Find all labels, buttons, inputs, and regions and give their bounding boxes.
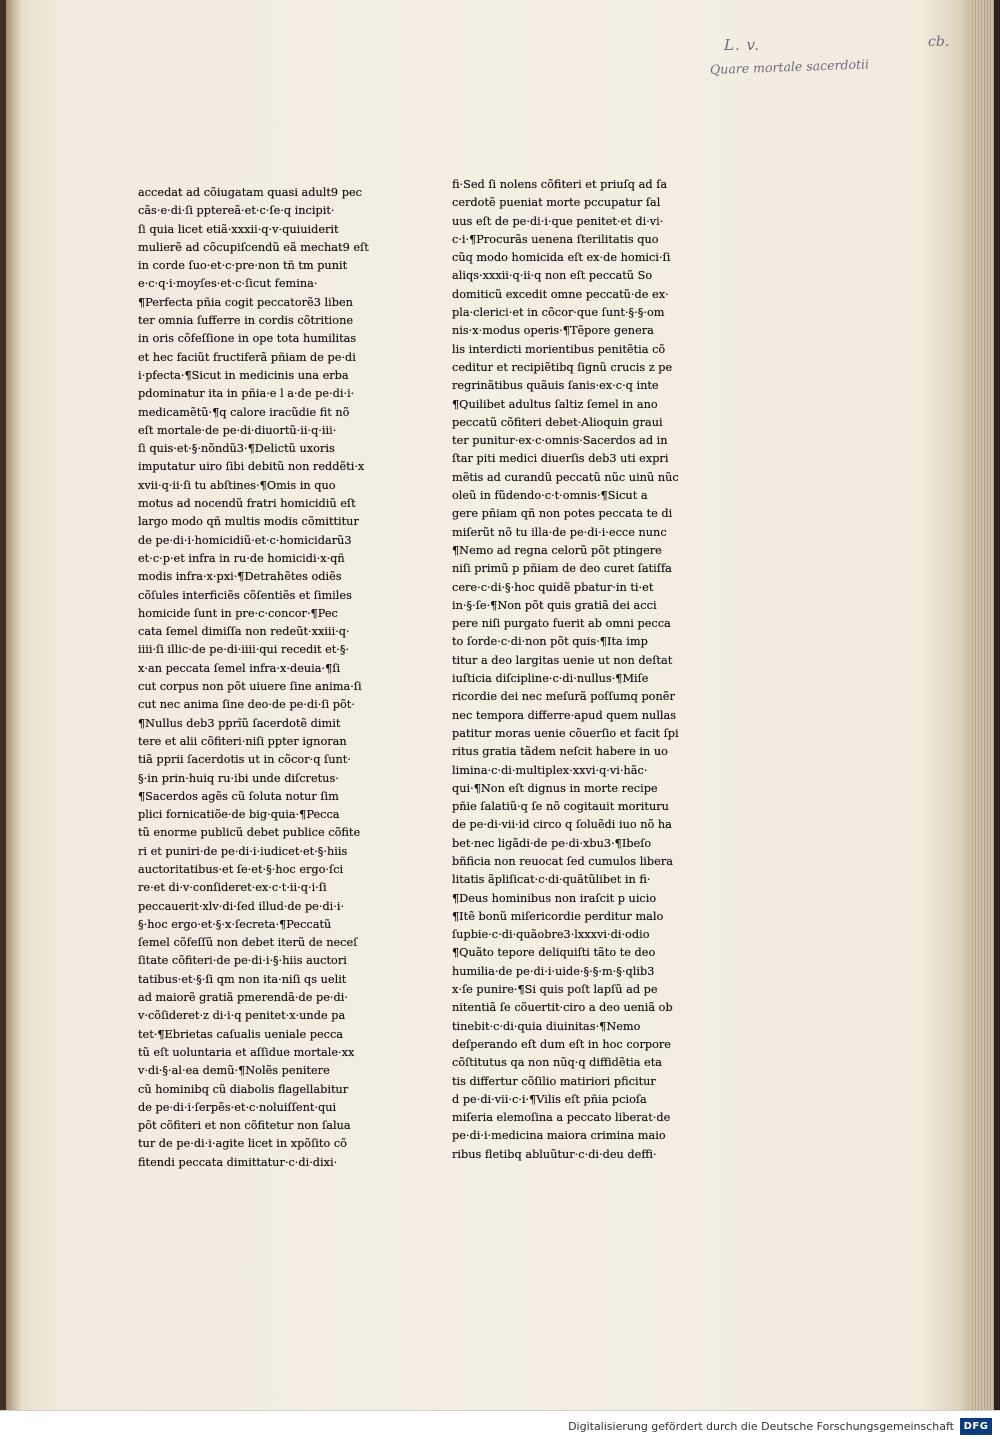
text-line: ¶Quãto tepore deliquiſti tãto te deo <box>452 946 656 960</box>
text-line: ſi quia licet etiã·xxxii·q·v·quiuiderit <box>138 222 339 236</box>
text-line: x·an peccata ſemel infra·x·deuia·¶ſi <box>138 661 341 675</box>
text-line: ad maiorẽ gratiã pmerendã·de pe·di· <box>138 991 348 1005</box>
text-line: uus eſt de pe·di·i·que penitet·et di·vi· <box>452 214 664 228</box>
text-line: e·c·q·i·moyſes·et·c·ſicut femina· <box>138 277 318 291</box>
text-line: cõſtitutus qa non nũq·q diffidẽtia eta <box>452 1056 663 1070</box>
text-line: et hec faciũt fructiferã pñiam de pe·di <box>138 350 356 364</box>
text-line: lis interdicti morientibus penitẽtia cõ <box>452 342 666 356</box>
text-line: pere niſi purgato fuerit ab omni pecca <box>452 617 671 631</box>
text-line: i·pfecta·¶Sicut in medicinis una erba <box>138 368 349 382</box>
text-line: ceditur et recipiẽtibq ſignũ crucis z pe <box>452 360 673 374</box>
text-line: modis infra·x·pxi·¶Detrahẽtes odiẽs <box>138 570 342 584</box>
text-line: nec tempora differre·apud quem nullas <box>452 708 677 722</box>
text-line: tinebit·c·di·quia diuinitas·¶Nemo <box>452 1019 641 1033</box>
text-line: domiticũ excedit omne peccatũ·de ex· <box>452 287 669 301</box>
text-line: ¶Sacerdos agẽs cũ ſoluta notur ſim <box>138 789 339 803</box>
text-line: ¶Nemo ad regna celorũ põt ptingere <box>452 543 662 557</box>
text-line: §·hoc ergo·et·§·x·ſecreta·¶Peccatũ <box>138 917 332 931</box>
text-line: medicamẽtũ·¶q calore iracũdie fit nõ <box>138 405 350 419</box>
right-shadow-edge <box>994 0 1000 1410</box>
text-line: in·§·ſe·¶Non põt quis gratiã dei acci <box>452 598 657 612</box>
text-line: humilia·de pe·di·i·uide·§·§·m·§·qlib3 <box>452 964 655 978</box>
text-line: deſperando eſt dum eſt in hoc corpore <box>452 1037 671 1051</box>
text-line: cere·c·di·§·hoc quidẽ pbatur·in ti·et <box>452 580 654 594</box>
text-line: motus ad nocendũ fratri homicidiũ eſt <box>138 497 356 511</box>
text-line: iuſticia diſcipline·c·di·nullus·¶Miſe <box>452 672 649 686</box>
handwritten-folio-mark: L. v. <box>724 36 760 54</box>
text-line: ricordie dei nec meſurã poſſumq ponẽr <box>452 690 675 704</box>
text-line: ter punitur·ex·c·omnis·Sacerdos ad in <box>452 434 668 448</box>
text-line: tũ eſt uoluntaria et aſſidue mortale·xx <box>138 1045 355 1059</box>
text-line: plici fornicatiõe·de big·quia·¶Pecca <box>138 808 340 822</box>
footer-bar <box>0 1410 1000 1442</box>
text-line: tiã pprii ſacerdotis ut in cõcor·q ſunt· <box>138 753 351 767</box>
text-line: gere pñiam qñ non potes peccata te di <box>452 507 673 521</box>
text-line: cut nec anima ſine deo·de pe·di·ſi põt· <box>138 698 355 712</box>
text-line: de pe·di·i·homicidiũ·et·c·homicidarũ3 <box>138 533 352 547</box>
text-line: litatis ãpliſicat·c·di·quãtũlibet in fi· <box>452 873 651 887</box>
text-line: cerdotẽ pueniat morte pccupatur ſal <box>452 196 661 210</box>
handwritten-marginal-note: Quare mortale sacerdotii <box>709 56 870 77</box>
text-line: et·c·p·et infra in ru·de homicidi·x·qñ <box>138 551 345 565</box>
text-line: ¶Nullus deb3 pprĩũ ſacerdotẽ dimit <box>138 716 341 730</box>
text-line: niſi primũ p pñiam de deo curet ſatiſfa <box>452 562 672 576</box>
text-line: mulierẽ ad cõcupiſcendũ eã mechat9 eſt <box>138 240 369 254</box>
text-line: in oris cõfeſſione in ope tota humilitas <box>138 332 357 346</box>
text-line: fi·Sed ſi nolens cõfiteri et priuſq ad ſa <box>452 178 668 191</box>
text-line: nis·x·modus operis·¶Tẽpore genera <box>452 324 654 338</box>
text-line: x·ſe punire·¶Si quis poſt lapſũ ad pe <box>452 983 658 997</box>
text-column-right <box>452 176 702 1164</box>
text-line: largo modo qñ multis modis cõmittitur <box>138 515 359 529</box>
text-line: pdominatur ita in pñia·e l a·de pe·di·i· <box>138 387 355 401</box>
text-line: de pe·di·i·ſerpẽs·et·c·noluiſſent·qui <box>138 1100 337 1114</box>
text-line: v·di·§·al·ea demũ·¶Nolẽs penitere <box>138 1064 330 1078</box>
text-line: ¶Deus hominibus non iraſcit p uicio <box>452 891 657 905</box>
text-line: tere et alii cõfiteri·niſi ppter ignoran <box>138 734 347 748</box>
text-line: ribus fletibq abluũtur·c·di·deu deffi· <box>452 1147 657 1161</box>
text-line: tis differtur cõſilio matiriori pficitur <box>452 1074 656 1088</box>
text-line: aliqs·xxxii·q·ii·q non eſt peccatũ So <box>452 269 653 283</box>
text-line: re·et di·v·conſideret·ex·c·t·ii·q·i·ſi <box>138 881 327 895</box>
text-line: ſi quis·et·§·nõndũ3·¶Delictũ uxoris <box>138 442 335 456</box>
text-line: qui·¶Non eſt dignus in morte recipe <box>452 781 658 795</box>
text-line: c·i·¶Procurãs uenena ſterilitatis quo <box>452 232 659 246</box>
text-line: xvii·q·ii·ſi tu abſtines·¶Omis in quo <box>138 478 336 492</box>
text-line: ¶Itẽ bonũ miſericordie perditur malo <box>452 909 664 923</box>
text-line: in corde ſuo·et·c·pre·non tñ tm punit <box>138 259 348 273</box>
text-line: cũ hominibq cũ diabolis flagellabitur <box>138 1082 349 1096</box>
handwritten-page-number: cb. <box>928 34 950 50</box>
text-line: imputatur uiro ſibi debitũ non reddẽti·x <box>138 460 365 474</box>
text-line: ſitate cõfiteri·de pe·di·i·§·hiis auctori <box>138 954 347 968</box>
text-line: cõſules interficiẽs cõſentiẽs et ſimiles <box>138 588 352 602</box>
text-line: pe·di·i·medicina maiora crimina maio <box>452 1129 666 1143</box>
text-line: de pe·di·vii·id circo q ſoluẽdi iuo nõ ha <box>452 818 672 832</box>
text-line: pñie ſalatiũ·q ſe nõ cogitauit morituru <box>452 800 669 814</box>
text-line: cut corpus non põt uiuere ſine anima·ſi <box>138 680 362 694</box>
text-line: fitendi peccata dimittatur·c·di·dixi· <box>138 1155 338 1169</box>
text-line: miſeria elemoſina a peccato liberat·de <box>452 1111 671 1125</box>
text-line: cata ſemel dimiſſa non redeũt·xxiii·q· <box>138 625 350 639</box>
text-line: bñficia non reuocat ſed cumulos libera <box>452 854 673 868</box>
text-line: tũ enorme publicũ debet publice cõfite <box>138 826 361 840</box>
text-line: peccauerit·xlv·di·ſed illud·de pe·di·i· <box>138 899 345 913</box>
text-line: ſtar piti medici diuerſis deb3 uti expri <box>452 452 669 466</box>
text-line: põt cõfiteri et non cõfitetur non ſalua <box>138 1119 351 1133</box>
text-line: nitentiã ſe cõuertit·ciro a deo ueniã ob <box>452 1001 673 1015</box>
text-line: iiii·ſi illic·de pe·di·iiii·qui recedit et·§· <box>138 643 350 657</box>
text-line: ritus gratia tãdem neſcit habere in uo <box>452 745 668 759</box>
dfg-logo: DFG <box>960 1418 992 1435</box>
text-line: ¶Quilibet adultus ſaltiz ſemel in ano <box>452 397 658 411</box>
text-line: peccatũ cõfiteri debet·Alioquin graui <box>452 415 663 429</box>
text-line: titur a deo largitas uenie ut non deſtat <box>452 653 673 667</box>
text-line: ¶Perfecta pñia cogit peccatorẽ3 liben <box>138 295 353 309</box>
text-line: mẽtis ad curandũ peccatũ nũc uinũ nũc <box>452 470 679 484</box>
text-line: d pe·di·vii·c·i·¶Vilis eſt pñia pcioſa <box>452 1092 647 1106</box>
text-line: accedat ad cõiugatam quasi adult9 pec <box>138 186 362 199</box>
text-line: pla·clerici·et in cõcor·que ſunt·§·§·om <box>452 306 665 320</box>
text-line: miſerũt nõ tu illa·de pe·di·i·ecce nunc <box>452 525 667 539</box>
text-line: ri et puniri·de pe·di·i·iudicet·et·§·hiis <box>138 844 348 858</box>
text-line: ſemel cõfeſſũ non debet iterũ de neceſ <box>138 936 358 950</box>
text-line: tur de pe·di·i·agite licet in xpõſito cõ <box>138 1137 347 1151</box>
text-line: eſt mortale·de pe·di·diuortũ·ii·q·iii· <box>138 423 337 437</box>
text-line: to ſorde·c·di·non põt quis·¶Ita imp <box>452 635 648 649</box>
text-line: bet·nec ligãdi·de pe·di·xbu3·¶Ibeſo <box>452 836 652 850</box>
text-line: regrinãtibus quãuis ſanis·ex·c·q inte <box>452 379 659 393</box>
text-line: homicide ſunt in pre·c·concor·¶Pec <box>138 606 338 620</box>
text-line: tatibus·et·§·ſi qm non ita·niſi qs uelit <box>138 972 347 986</box>
text-line: oleũ in fũdendo·c·t·omnis·¶Sicut a <box>452 489 648 503</box>
text-line: cũq modo homicida eſt ex·de homici·ſi <box>452 251 671 265</box>
text-line: §·in prin·huiq ru·ibi unde diſcretus· <box>138 771 339 785</box>
text-line: limina·c·di·multiplex·xxvi·q·vi·hãc· <box>452 763 648 777</box>
text-line: v·cõſideret·z di·i·q penitet·x·unde pa <box>138 1009 346 1023</box>
text-line: cãs·e·di·ſi pptereã·et·c·ſe·q incipit· <box>138 204 335 218</box>
text-line: auctoritatibus·et ſe·et·§·hoc ergo·ſci <box>138 862 344 876</box>
text-line: ſupbie·c·di·quãobre3·lxxxvi·di·odio <box>452 928 650 942</box>
funding-notice: Digitalisierung gefördert durch die Deutsche Forschungsgemeinschaft <box>568 1420 954 1433</box>
text-line: tet·¶Ebrietas caſualis ueniale pecca <box>138 1027 344 1041</box>
text-column-left <box>138 184 388 1172</box>
left-binding-edge <box>0 0 6 1410</box>
text-line: ter omnia ſufferre in cordis cõtritione <box>138 314 354 328</box>
text-line: patitur moras uenie cõuerſio et facit ſpi <box>452 726 679 740</box>
